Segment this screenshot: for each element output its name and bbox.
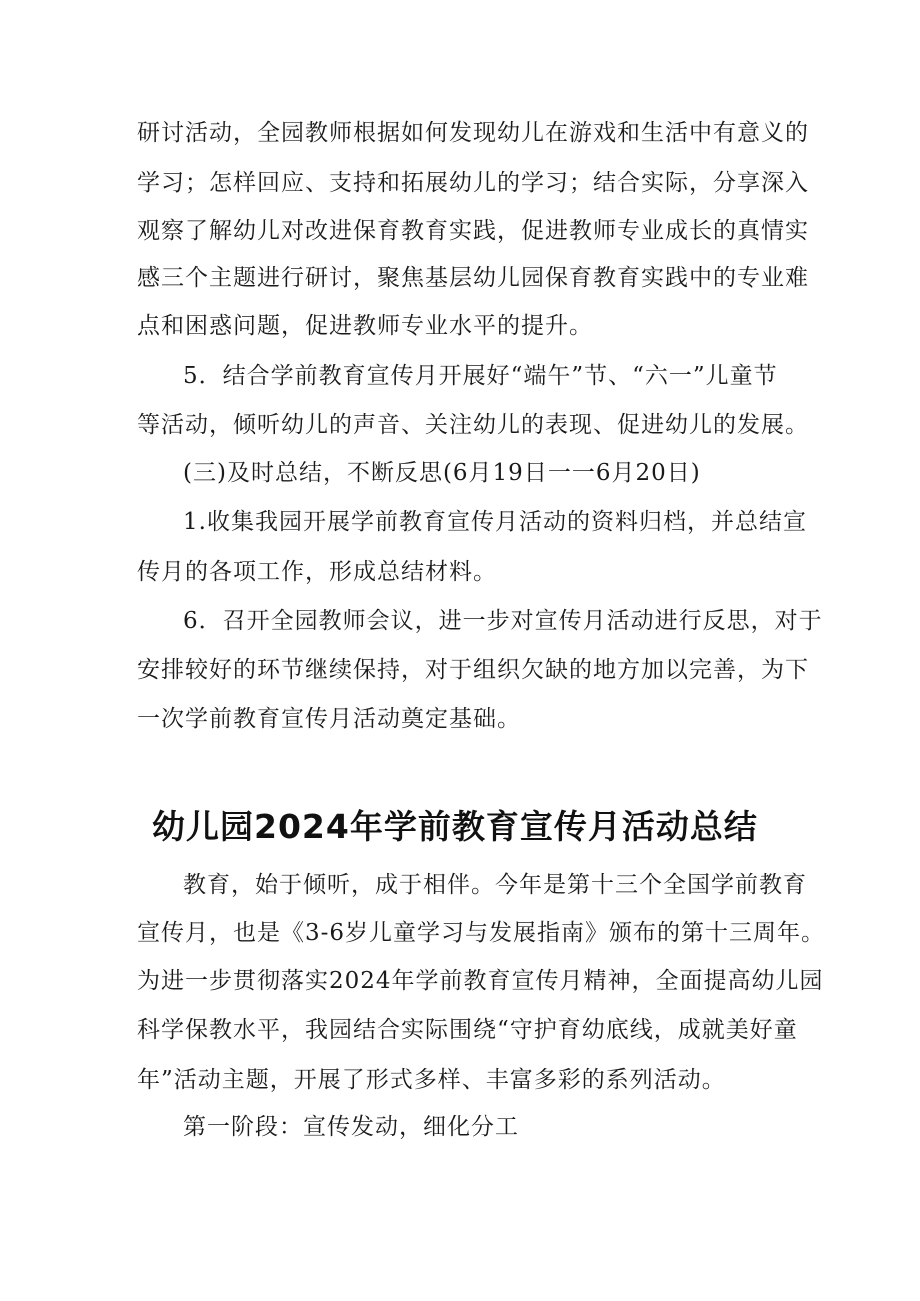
paragraph-line: 安排较好的环节继续保持，对于组织欠缺的地方加以完善，为下 [137, 657, 809, 683]
list-item-5: 5．结合学前教育宣传月开展好“端午”节、“六一”儿童节 [183, 363, 778, 389]
paragraph-line: 等活动，倾听幼儿的声音、关注幼儿的表现、促进幼儿的发展。 [137, 412, 809, 438]
paragraph-line: 研讨活动，全园教师根据如何发现幼儿在游戏和生活中有意义的 [137, 120, 809, 146]
paragraph-line: 为进一步贯彻落实2024年学前教育宣传月精神，全面提高幼儿园 [137, 968, 824, 994]
paragraph-line: 年”活动主题，开展了形式多样、丰富多彩的系列活动。 [137, 1067, 726, 1093]
paragraph-line: 点和困惑问题，促进教师专业水平的提升。 [137, 313, 593, 339]
paragraph-line: 宣传月，也是《3-6岁儿童学习与发展指南》颁布的第十三周年。 [137, 920, 826, 946]
paragraph-line: 感三个主题进行研讨，聚焦基层幼儿园保育教育实践中的专业难 [137, 265, 809, 291]
list-item-6: 6．召开全园教师会议，进一步对宣传月活动进行反思，对于 [183, 608, 823, 634]
paragraph-line: 传月的各项工作，形成总结材料。 [137, 559, 497, 585]
document-title: 幼儿园2024年学前教育宣传月活动总结 [152, 807, 758, 846]
paragraph-line: 观察了解幼儿对改进保育教育实践，促进教师专业成长的真情实 [137, 218, 809, 244]
paragraph-line: 学习；怎样回应、支持和拓展幼儿的学习；结合实际，分享深入 [137, 170, 809, 196]
subsection-heading: (三)及时总结，不断反思(6月19日一一6月20日) [183, 460, 701, 486]
list-item-1: 1.收集我园开展学前教育宣传月活动的资料归档，并总结宣 [183, 509, 807, 535]
paragraph-line: 科学保教水平，我园结合实际围绕“守护育幼底线，成就美好童 [137, 1017, 798, 1043]
stage-heading: 第一阶段：宣传发动，细化分工 [183, 1114, 519, 1140]
paragraph-line: 教育，始于倾听，成于相伴。今年是第十三个全国学前教育 [183, 872, 807, 898]
paragraph-line: 一次学前教育宣传月活动奠定基础。 [137, 706, 521, 732]
